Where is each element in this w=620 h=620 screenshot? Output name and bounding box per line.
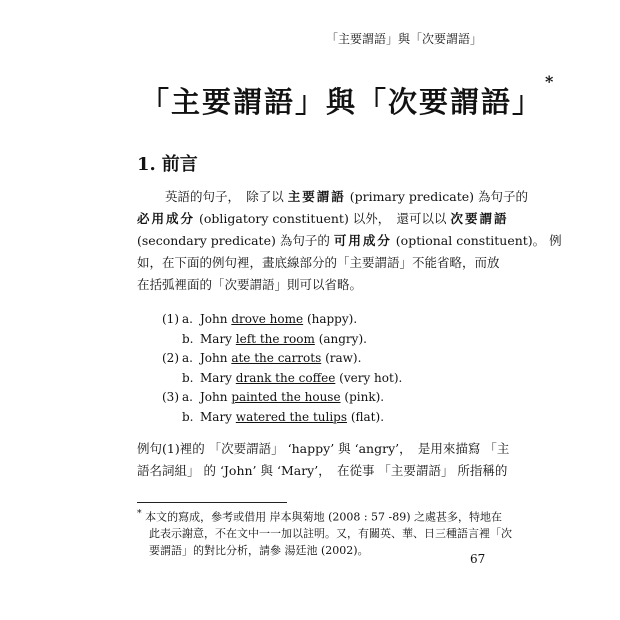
section-title: 前言 — [161, 154, 198, 175]
example-item — [162, 388, 402, 408]
example-subject: Mary — [200, 409, 232, 424]
example-subject: John — [200, 312, 228, 326]
text-run: 英語的句子， 除了以 — [165, 189, 288, 204]
primary-predicate: drove home — [231, 312, 304, 326]
paragraph-line: 在括弧裡面的「次要謂語」則可以省略。 — [137, 277, 363, 292]
example-letter: b. — [182, 370, 194, 385]
footnote-line — [137, 506, 503, 526]
example-number: (3) — [162, 390, 179, 404]
text-run: (optional constituent)。 例 — [391, 233, 562, 248]
secondary-predicate: (flat). — [350, 409, 385, 424]
section-heading — [137, 150, 198, 176]
text-run: 本文的寫成，參考或借用 岸本與菊地 (2008 : 57 -89) 之處甚多，特地在 — [141, 510, 503, 524]
secondary-predicate: (angry). — [318, 331, 367, 346]
text-run: (secondary predicate) 為句子的 — [137, 233, 334, 248]
example-subject: Mary — [200, 331, 232, 346]
paragraph-line: 如，在下面的例句裡，畫底線部分的「主要謂語」不能省略，而放 — [137, 255, 500, 270]
example-letter: b. — [182, 331, 194, 346]
footnote-divider — [137, 502, 287, 503]
example-letter: a. — [182, 390, 193, 404]
example-item — [162, 349, 402, 369]
term-obligatory-constituent: 必用成分 — [137, 211, 196, 226]
discussion-paragraph — [137, 438, 510, 482]
footnote-line: 要謂語」的對比分析，請參 湯廷池 (2002)。 — [149, 543, 369, 557]
example-subject: John — [200, 390, 228, 404]
primary-predicate: drank the coffee — [235, 370, 336, 385]
example-sentences — [162, 310, 402, 427]
term-primary-predicate: 主要謂語 — [287, 189, 346, 204]
section-number: 1. — [137, 154, 156, 175]
example-letter: a. — [182, 312, 193, 326]
term-optional-constituent: 可用成分 — [333, 233, 392, 248]
footnote-line: 此表示謝意，不在文中一一加以註明。又，有關英、華、日三種語言裡「次 — [149, 527, 512, 541]
primary-predicate: watered the tulips — [235, 409, 348, 424]
secondary-predicate: (raw). — [325, 351, 362, 365]
secondary-predicate: (very hot). — [339, 370, 403, 385]
chapter-title — [140, 72, 556, 121]
secondary-predicate: (pink). — [344, 390, 385, 404]
page-number: 67 — [470, 552, 486, 566]
example-subject: John — [200, 351, 228, 365]
paragraph-line: 例句(1)裡的 「次要謂語」 ‘happy’ 與 ‘angry’， 是用來描寫 「主 — [137, 441, 510, 456]
example-item — [162, 330, 402, 350]
paragraph-line — [137, 186, 528, 208]
example-letter: a. — [182, 351, 193, 365]
running-head: 「主要謂語」與「次要謂語」 — [325, 32, 482, 46]
example-subject: Mary — [200, 370, 232, 385]
primary-predicate: left the room — [235, 331, 315, 346]
example-item — [162, 408, 402, 428]
chapter-title-text: 「主要謂語」與「次要謂語」 — [140, 85, 544, 119]
example-item — [162, 369, 402, 389]
term-secondary-predicate: 次要謂語 — [450, 211, 509, 226]
footnote-mark: * — [137, 508, 142, 519]
secondary-predicate: (happy). — [306, 312, 358, 326]
paragraph-line — [137, 208, 509, 230]
footnote — [137, 506, 512, 559]
primary-predicate: ate the carrots — [231, 351, 322, 365]
example-number: (1) — [162, 312, 179, 326]
example-letter: b. — [182, 409, 194, 424]
primary-predicate: painted the house — [231, 390, 341, 404]
text-run: (obligatory constituent) 以外， 還可以以 — [195, 211, 451, 226]
title-footnote-mark: * — [545, 72, 556, 92]
intro-paragraph — [137, 186, 562, 296]
paragraph-line: 語名詞組」 的 ‘John’ 與 ‘Mary’， 在從事 「主要謂語」 所指稱的 — [137, 463, 508, 478]
example-item — [162, 310, 402, 330]
paragraph-line — [137, 230, 562, 252]
text-run: (primary predicate) 為句子的 — [345, 189, 528, 204]
example-number: (2) — [162, 351, 179, 365]
